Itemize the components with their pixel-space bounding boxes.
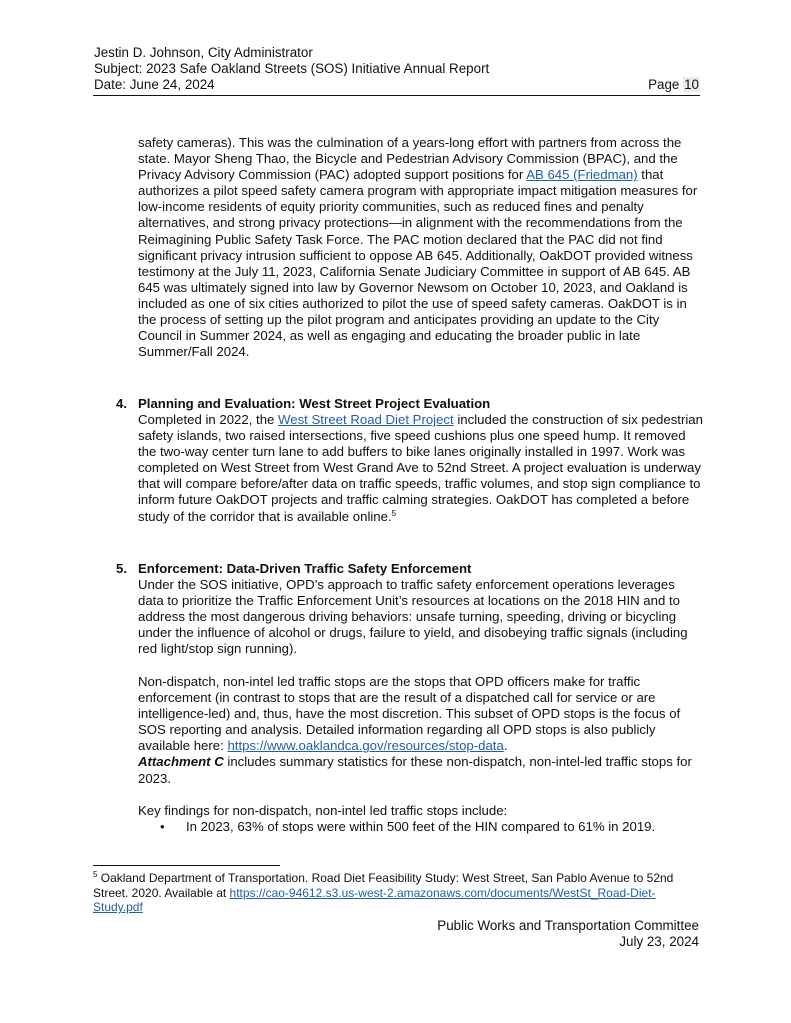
page-indicator: Page 10 — [648, 77, 699, 92]
footnote-ref[interactable]: 5 — [391, 508, 397, 518]
section-5-para-2: Non-dispatch, non-intel led traffic stops are the stops that OPD officers make for traffic enforcement (in contrast to stops that are the result of a dispatched call for service or are intelligence-led) and, thus, have the most discretion. This subset of OPD stops is the focus of SOS reporting and analysis. Detailed information regarding all OPD stops is also publicly available here: https://www.oaklandca.gov/resources/stop-data. Attachment C includes summary statistics for these non-dispatch, non-intel-led traffic stops for 2023. — [138, 674, 692, 786]
intro-paragraph: safety cameras). This was the culmination of a years-long effort with partners from across the state. Mayor Sheng Thao, the Bicycle and Pedestrian Advisory Commission (BPAC), and the Privacy Advisory Commission (PAC) adopted support positions for AB 645 (Friedman) that authorizes a pilot speed safety camera program with appropriate impact mitigation measures for low-income residents of equity priority communities, such as reduced fines and penalty alternatives, and strong privacy protections—in alignment with the recommendations from the Reimagining Public Safety Task Force. The PAC motion declared that the PAC did not find significant privacy intrusion sufficient to oppose AB 645. Additionally, OakDOT provided witness testimony at the July 11, 2023, California Senate Judiciary Committee in support of AB 645. AB 645 was ultimately signed into law by Governor Newsom on October 10, 2023, and Oakland is included as one of six cities authorized to pilot the use of speed safety cameras. OakDOT is in the process of setting up the pilot program and anticipates providing an update to the City Council in Summer 2024, as well as engaging and educating the broader public in late Summer/Fall 2024. — [138, 135, 698, 360]
header-author: Jestin D. Johnson, City Administrator — [94, 45, 313, 60]
findings-intro: Key findings for non-dispatch, non-intel led traffic stops include: — [138, 803, 508, 818]
section-4-body: Completed in 2022, the West Street Road Diet Project included the construction of six pedestrian safety islands, two raised intersections, five speed cushions plus one speed hump. It removed the two-way center turn lane to add buffers to bike lanes originally installed in 1997. Work was completed on West Street from West Grand Ave to 52nd Street. A project evaluation is underway that will compare before/after data on traffic speeds, traffic volumes, and stop sign compliance to inform future OakDOT projects and traffic calming strategies. OakDOT has completed a before study of the corridor that is available online.$^5$ — [138, 412, 703, 524]
header-subject: Subject: 2023 Safe Oakland Streets (SOS) Initiative Annual Report — [94, 61, 490, 76]
page-number: 10 — [684, 77, 699, 92]
footnote: $^5$ Oakland Department of Transportation. Road Diet Feasibility Study: West Street, San Pablo Avenue to 52nd Street. 2020. Available at https://cao-94612.s3.us-west-2.amazonaws.com/documents/WestSt_Road-Diet-Study.pdf — [93, 870, 674, 914]
page-header — [94, 45, 700, 93]
section-4-heading: 4. Planning and Evaluation: West Street Project Evaluation — [116, 396, 491, 411]
footer-date: July 23, 2024 — [619, 934, 699, 949]
road-diet-study-link[interactable]: https://cao-94612.s3.us-west-2.amazonaws.com/documents/WestSt_Road-Diet-Study.pdf — [93, 885, 656, 914]
header-divider — [93, 95, 700, 96]
footnote-divider — [93, 865, 280, 866]
header-date: Date: June 24, 2024 — [94, 77, 215, 92]
section-5-para-1: Under the SOS initiative, OPD’s approach to traffic safety enforcement operations leverages data to prioritize the Traffic Enforcement Unit’s resources at locations on the 2018 HIN and to address the most dangerous driving behaviors: unsafe turning, speeding, driving or bicycling under the influence of alcohol or drugs, failure to yield, and disobeying traffic signals (including red light/stop sign running). — [138, 577, 688, 657]
stop-data-link[interactable]: https://www.oaklandca.gov/resources/stop-data — [227, 738, 504, 754]
finding-item: In 2023, 63% of stops were within 500 feet of the HIN compared to 61% in 2019. — [186, 819, 656, 834]
ab645-link[interactable]: AB 645 (Friedman) — [526, 167, 638, 183]
footer-committee: Public Works and Transportation Committee — [437, 918, 699, 933]
attachment-label: Attachment C — [138, 754, 224, 770]
section-5-heading: 5. Enforcement: Data-Driven Traffic Safety Enforcement — [116, 561, 472, 576]
page-footer — [437, 918, 699, 950]
west-street-project-link[interactable]: West Street Road Diet Project — [278, 412, 454, 427]
bullet-icon: • — [160, 819, 165, 834]
